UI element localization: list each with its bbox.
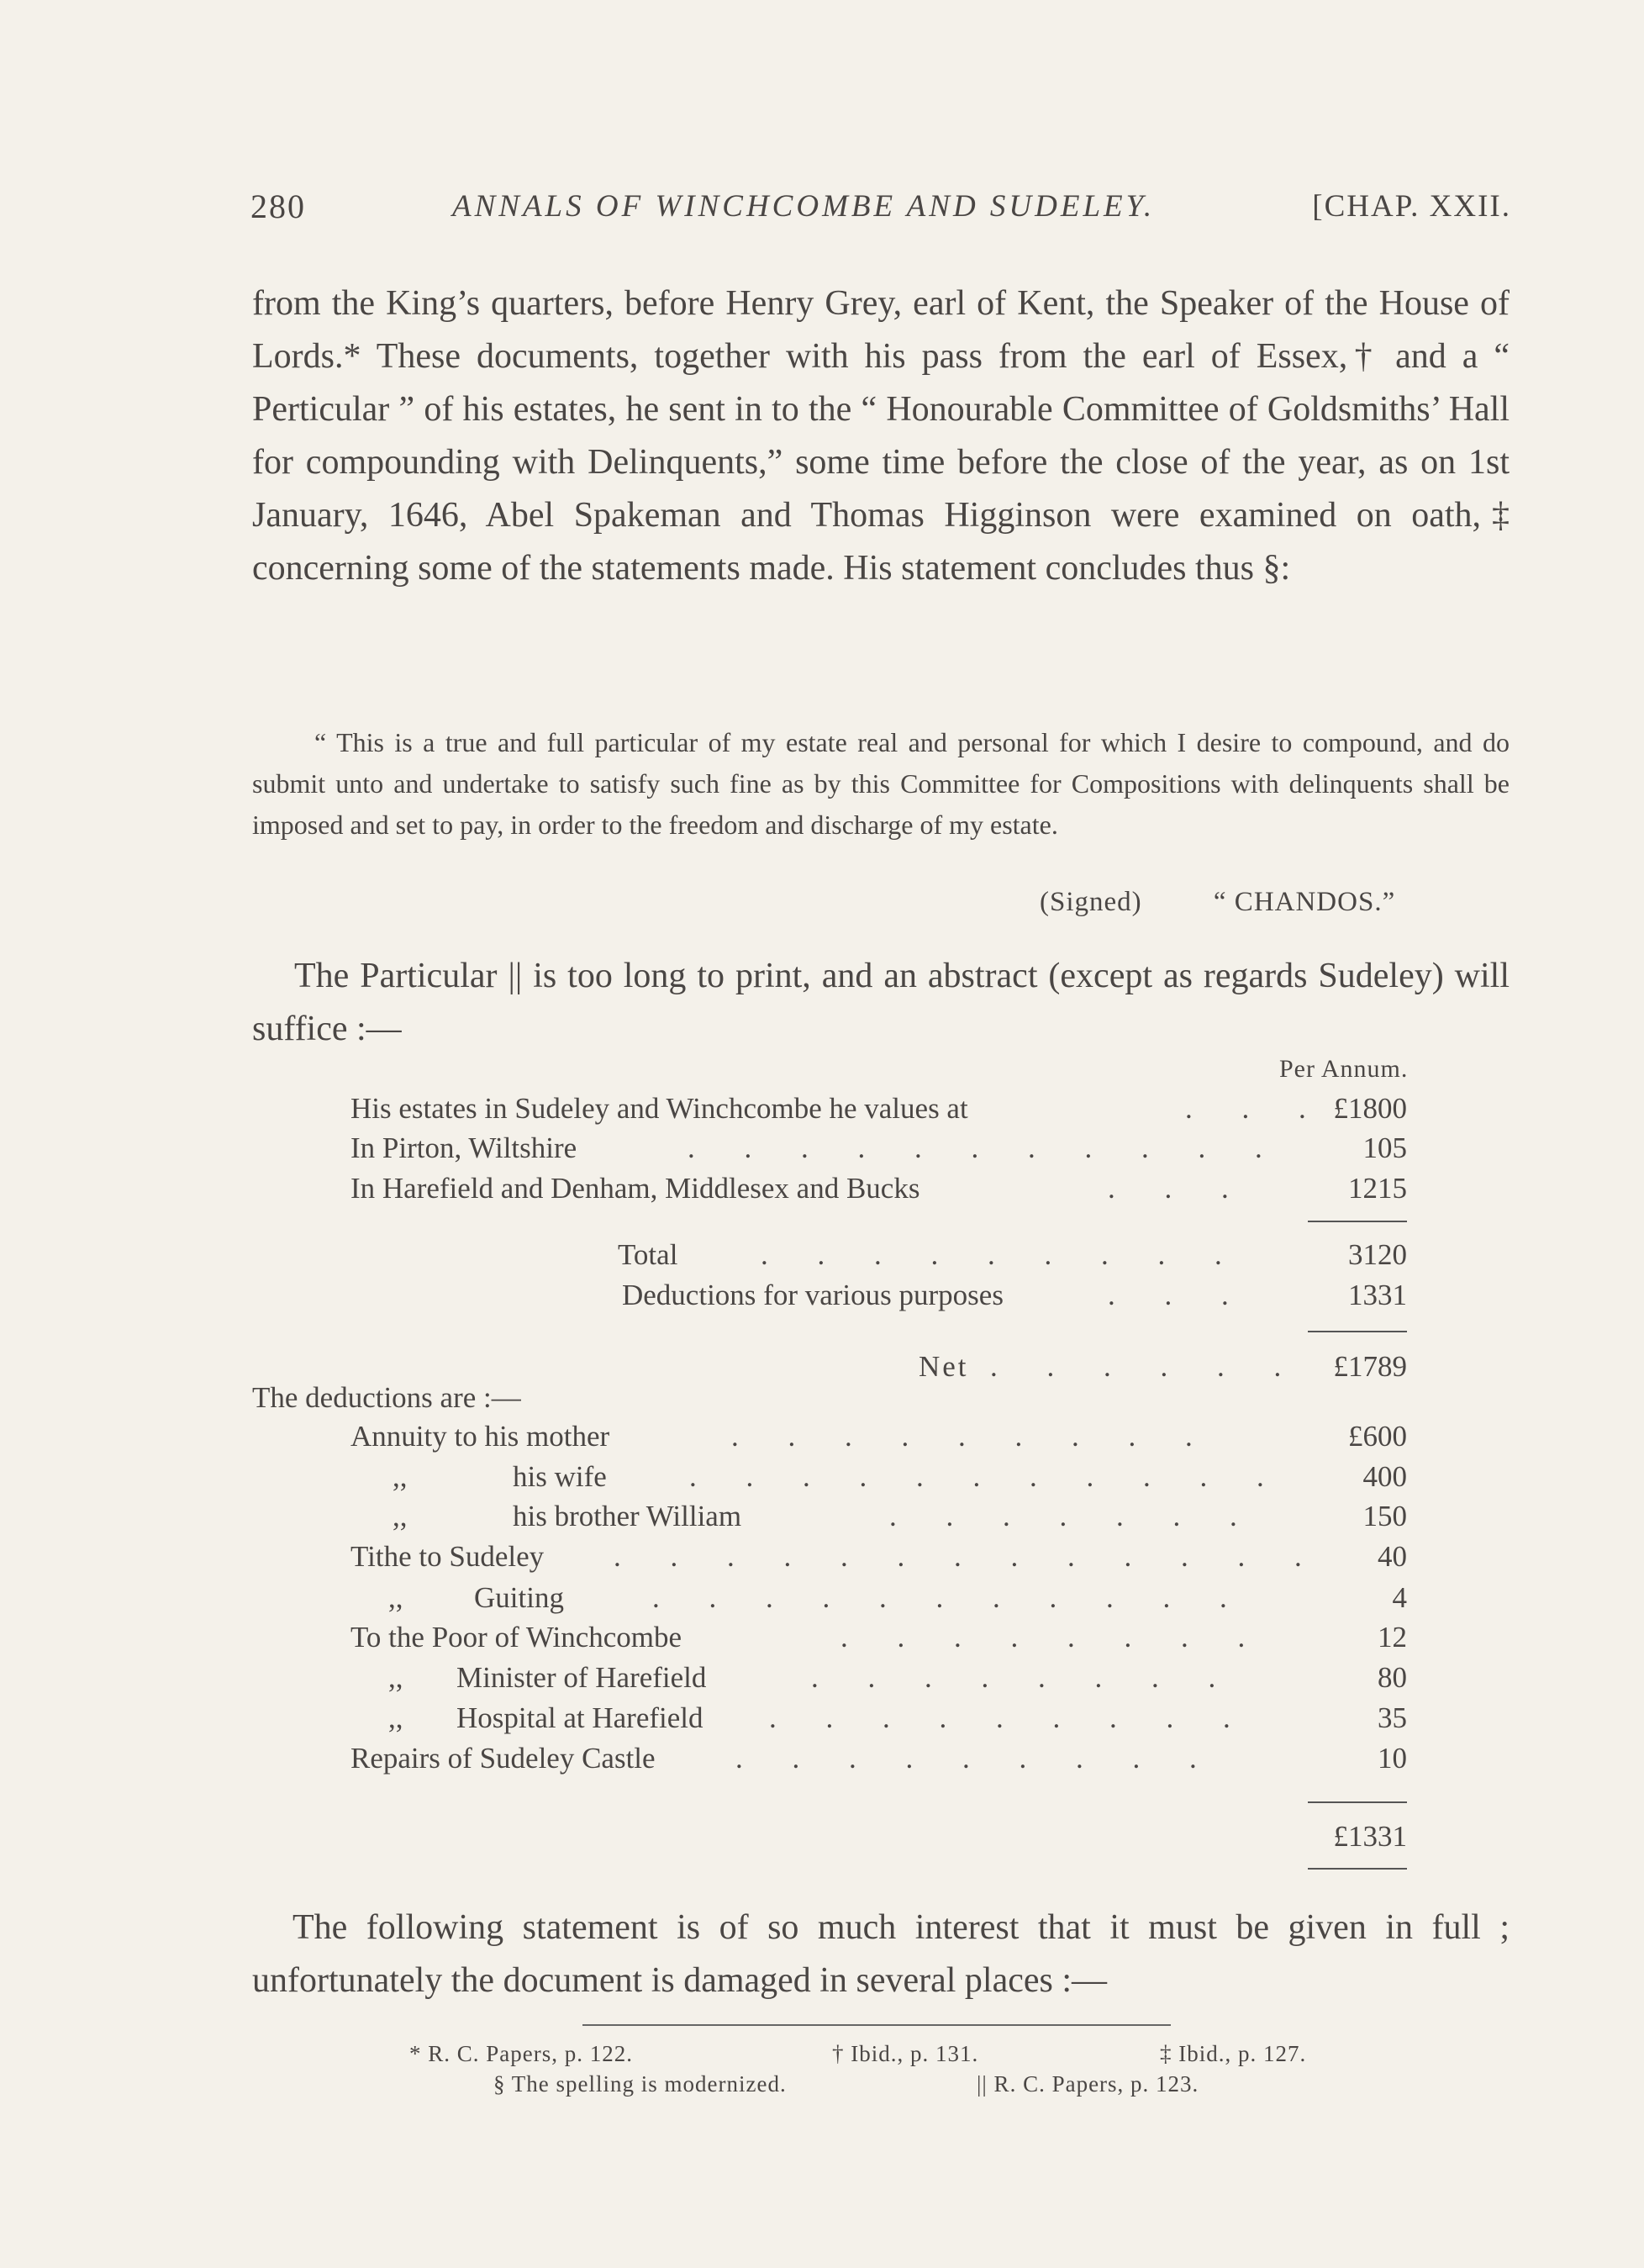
sum-rule <box>1308 1868 1407 1870</box>
row-label: his brother William <box>513 1500 742 1532</box>
quote-text: “ This is a true and full particular of my estate real and personal for which I desire to compound, and do submit unto and undertake to satisfy such fine as by this Committee for Compositions with delinquents shall be imposed and set to pay, in order to the freedom and discharge of my estate. <box>252 727 1510 840</box>
row-label: his wife <box>513 1460 607 1493</box>
ditto-mark: ,, <box>393 1500 408 1532</box>
leader-dots: . . . <box>1185 1092 1327 1125</box>
table-row <box>0 1497 1644 1536</box>
deductions-total-amount: £1331 <box>1333 1820 1407 1853</box>
footnote: ‡ Ibid., p. 127. <box>1160 2041 1307 2066</box>
table-row <box>0 1618 1644 1657</box>
page-number: 280 <box>250 187 306 225</box>
row-label: Minister of Harefield <box>456 1661 707 1694</box>
row-amount: £1800 <box>1333 1092 1407 1125</box>
table-row <box>0 1659 1644 1697</box>
total-row <box>0 1236 1644 1274</box>
sum-rule <box>1308 1801 1407 1803</box>
row-amount: 150 <box>1362 1500 1407 1532</box>
leader-dots: . . . . . . . . . . . . . <box>614 1540 1323 1573</box>
leader-dots: . . . . . . . . . <box>761 1238 1243 1271</box>
paragraph-2 <box>252 950 1510 1056</box>
leader-dots: . . . . . . . . . . . <box>652 1581 1248 1614</box>
leader-dots: . . . . . . . . . . . <box>689 1460 1285 1493</box>
row-label: Guiting <box>474 1581 564 1614</box>
signature-line <box>1040 887 1395 918</box>
table-row <box>0 1579 1644 1617</box>
leader-dots: . . . . . . . <box>889 1500 1258 1532</box>
paragraph-1 <box>252 277 1510 595</box>
row-label: Hospital at Harefield <box>456 1701 703 1734</box>
row-amount: 4 <box>1392 1581 1407 1614</box>
per-annum-header: Per Annum. <box>1279 1055 1409 1083</box>
row-label: Deductions for various purposes <box>622 1279 1004 1311</box>
footnote: || R. C. Papers, p. 123. <box>977 2071 1199 2097</box>
deductions-heading <box>0 1379 1644 1417</box>
leader-dots: . . . . . . . . . <box>731 1420 1214 1453</box>
row-amount: 35 <box>1378 1701 1407 1734</box>
row-label: Annuity to his mother <box>350 1420 610 1453</box>
ditto-mark: ,, <box>388 1581 403 1614</box>
leader-dots: . . . <box>1108 1279 1250 1311</box>
paragraph-1-text: from the King’s quarters, before Henry Grey, earl of Kent, the Speaker of the House of Lords.* These documents, together with his pass from the earl of Essex,† and a “ Perticular ” of his estates, he sent in to the “ Honourable Committee of Goldsmiths’ Hall for compounding with Delinquents,” some time before the close of the year, as on 1st January, 1646, Abel Spakeman and Thomas Higginson were examined on oath,‡ concerning some of the statements made. His statement concludes thus §: <box>252 284 1510 588</box>
chapter-label: [CHAP. XXII. <box>1312 189 1511 224</box>
row-label: To the Poor of Winchcombe <box>350 1621 682 1654</box>
row-amount: 80 <box>1378 1661 1407 1694</box>
paragraph-2-text: The Particular || is too long to print, and an abstract (except as regards Sudeley) will suffice :— <box>252 957 1510 1048</box>
row-amount: 400 <box>1362 1460 1407 1493</box>
leader-dots: . . . . . . . . <box>811 1661 1237 1694</box>
sum-rule <box>1308 1331 1407 1332</box>
signed-label: (Signed) <box>1040 887 1142 917</box>
leader-dots: . . . . . . . . <box>840 1621 1267 1654</box>
ditto-mark: ,, <box>388 1661 403 1694</box>
paragraph-3 <box>252 1901 1510 2007</box>
row-amount: 3120 <box>1348 1238 1407 1271</box>
row-label: Net <box>919 1350 969 1383</box>
paragraph-3-text: The following statement is of so much interest that it must be given in full ; unfortunately the document is damaged in several places :— <box>252 1908 1510 2000</box>
row-amount: 1215 <box>1348 1172 1407 1205</box>
row-label: In Harefield and Denham, Middlesex and Bucks <box>350 1172 920 1205</box>
leader-dots: . . . . . . . . . . . <box>688 1131 1283 1164</box>
leader-dots: . . . . . . . . . <box>735 1742 1218 1775</box>
ditto-mark: ,, <box>388 1701 403 1734</box>
leader-dots: . . . <box>1108 1172 1250 1205</box>
table-row <box>0 1739 1644 1778</box>
row-amount: 1331 <box>1348 1279 1407 1311</box>
table-row <box>0 1129 1644 1168</box>
footnote: † Ibid., p. 131. <box>832 2041 979 2066</box>
signed-name: “ CHANDOS.” <box>1213 887 1396 917</box>
ditto-mark: ,, <box>393 1460 408 1493</box>
footnote: * R. C. Papers, p. 122. <box>409 2041 633 2066</box>
book-title: ANNALS OF WINCHCOMBE AND SUDELEY. <box>452 189 1156 224</box>
sum-rule <box>1308 1221 1407 1222</box>
deductions-heading-text: The deductions are :— <box>252 1381 521 1414</box>
block-quote <box>252 722 1510 846</box>
table-row <box>0 1458 1644 1496</box>
row-label: Tithe to Sudeley <box>350 1540 545 1573</box>
row-amount: 105 <box>1362 1131 1407 1164</box>
row-amount: £600 <box>1348 1420 1407 1453</box>
deductions-summary-row <box>0 1276 1644 1315</box>
table-row <box>0 1699 1644 1738</box>
row-label: His estates in Sudeley and Winchcombe he values at <box>350 1092 968 1125</box>
table-row <box>0 1537 1644 1576</box>
deductions-total-row <box>0 1817 1644 1856</box>
running-header <box>250 187 1511 237</box>
leader-dots: . . . . . . <box>990 1350 1303 1383</box>
row-label: In Pirton, Wiltshire <box>350 1131 577 1164</box>
row-amount: 40 <box>1378 1540 1407 1573</box>
table-row <box>0 1169 1644 1208</box>
row-label: Total <box>618 1238 678 1271</box>
footnote-rule <box>582 2024 1171 2026</box>
row-amount: 12 <box>1378 1621 1407 1654</box>
leader-dots: . . . . . . . . . <box>769 1701 1251 1734</box>
table-row <box>0 1089 1644 1128</box>
row-label: Repairs of Sudeley Castle <box>350 1742 656 1775</box>
table-row <box>0 1417 1644 1456</box>
row-amount: £1789 <box>1333 1350 1407 1383</box>
footnote: § The spelling is modernized. <box>493 2071 787 2097</box>
row-amount: 10 <box>1378 1742 1407 1775</box>
